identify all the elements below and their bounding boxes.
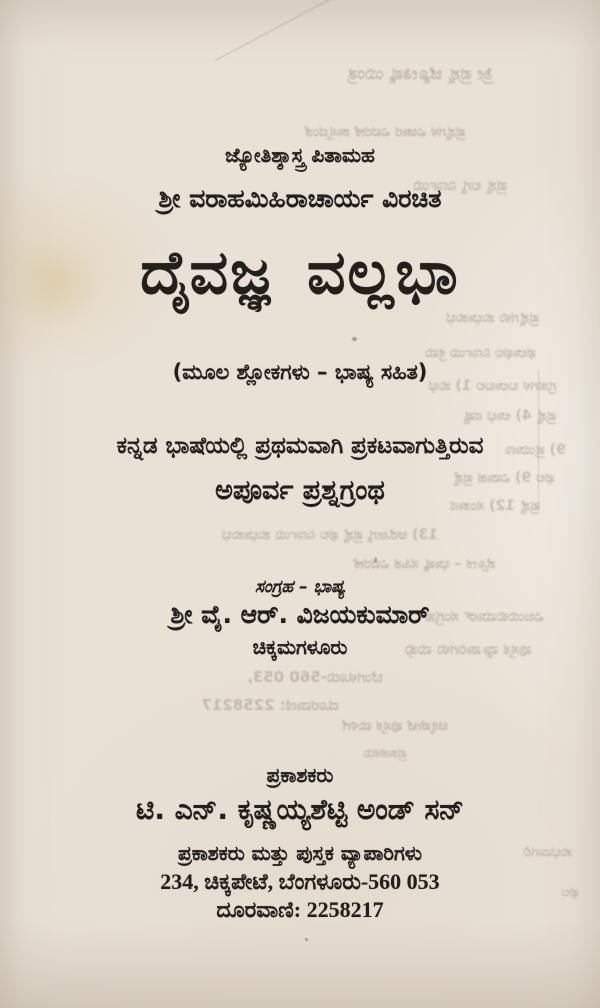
compiler-place: ಚಿಕ್ಕಮಗಳೂರು <box>252 635 348 659</box>
bleedthrough-text: ಫಲ 9) ವಿವಾಹ ಪ್ರಶ್ನೆ <box>452 470 555 486</box>
book-title: ದೈವಜ್ಞ ವಲ್ಲಭಾ <box>140 238 460 308</box>
epithet-line: ಜ್ಯೋತಿಶ್ಶಾಸ್ತ್ರ ಪಿತಾಮಹ <box>225 143 375 167</box>
bleedthrough-text: ಬೆಂಗಳೂರು-560 053, <box>247 668 383 686</box>
bleedthrough-text: ಪ್ರಶ್ನೆ 4) ಲಾಭ ನಷ್ಟ <box>463 408 557 424</box>
publisher-descriptor: ಪ್ರಕಾಶಕರು ಮತ್ತು ಪುಸ್ತಕ ವ್ಯಾಪಾರಿಗಳು <box>178 841 422 865</box>
compiler-role-label: ಸಂಗ್ರಹ – ಭಾಷ್ಯ <box>254 577 346 597</box>
publisher-heading: ಪ್ರಕಾಶಕರು <box>266 763 334 787</box>
bleedthrough-text: 9) ಪ್ರಯಾಣ <box>505 442 566 458</box>
original-author-line: ಶ್ರೀ ವರಾಹಮಿಹಿರಾಚಾರ್ಯ ವಿರಚಿತ <box>158 184 442 213</box>
publisher-name: ಟಿ. ಎನ್. ಕೃಷ್ಣಯ್ಯಶೆಟ್ಟಿ ಅಂಡ್ ಸನ್ <box>136 793 464 826</box>
bleedthrough-text: ಪ್ರಕಾಶಕರು <box>363 746 407 761</box>
bleedthrough-text: ಫಲ <box>561 885 579 900</box>
ink-speck <box>352 337 357 341</box>
bleedthrough-text: ಪುಸ್ತಕ ವ್ಯಾಪಾರಿಗಳು ಮತ್ತು <box>403 640 532 658</box>
publisher-phone: ದೂರವಾಣಿ: 2258217 <box>216 897 384 922</box>
bleedthrough-text: ಚಿಕ್ಕಪೇಟೆ ಪುಸ್ತಕ ಮಳಿಗೆ <box>342 718 448 734</box>
ink-speck <box>305 938 308 941</box>
book-subtitle: (ಮೂಲ ಶ್ಲೋಕಗಳು – ಭಾಷ್ಯ ಸಹಿತ) <box>172 360 428 384</box>
bleedthrough-text: ಶ್ರೀ ಪ್ರಶ್ನ ಜ್ಯೋತಿಷ್ಯ ಯಂತ್ರ <box>347 64 493 84</box>
bleedthrough-text: ಪ್ರಶ್ನೆ 12) ಸಂತಾನ <box>450 498 540 514</box>
bleedthrough-text: 13) ಆರೋಗ್ಯ ಪ್ರಶ್ನೆ ಫಲ ನಿರ್ಣಯ ಶುಭಾಶುಭ <box>222 527 438 543</box>
publisher-address: 234, ಚಿಕ್ಕಪೇಟೆ, ಬೆಂಗಳೂರು-560 053 <box>160 869 440 894</box>
paper-crease <box>215 0 330 61</box>
tagline-line2: ಅಪೂರ್ವ ಪ್ರಶ್ನಗ್ರಂಥ <box>215 475 385 506</box>
bleedthrough-text: ದೂರವಾಣಿ: 2258217 <box>201 696 339 714</box>
ink-speck <box>374 557 377 563</box>
bleedthrough-text: ಗ್ರಹಗಳ ಬಲಾಬಲ 1) ಶುಭ <box>428 378 557 394</box>
tagline-line1: ಕನ್ನಡ ಭಾಷೆಯಲ್ಲಿ ಪ್ರಥಮವಾಗಿ ಪ್ರಕಟವಾಗುತ್ತಿರುವ <box>116 433 484 459</box>
bleedthrough-text: ಪ್ರಶ್ನಗಳ ವಿಚಾರ ವಿವರಣೆ ಶಾಸ್ತ್ರದಂತೆ <box>304 124 466 140</box>
bleedthrough-text: ಶುಭವಾಗಲಿ <box>523 845 572 860</box>
bleedthrough-text: ಶ್ಲೋಕ – ಭಾಷ್ಯ ಸಹಿತ ವಿವರಣೆ <box>353 556 496 572</box>
compiler-name: ಶ್ರೀ ವೈ. ಆರ್. ವಿಜಯಕುಮಾರ್ <box>170 600 430 629</box>
bleedthrough-text: ಪ್ರಶ್ನ ಲಗ್ನ ನಿರ್ಣಯ <box>413 176 507 194</box>
bleedthrough-text: ಫಲಾಫಲ ನಿರ್ಣಯ ಕ್ರಮ <box>425 345 536 361</box>
bleedthrough-text: ವಿಜಯಕುಮಾರ್ ಸಂಗ್ರಹ <box>425 607 544 625</box>
bleedthrough-text: ಪ್ರಶ್ನೆಗಳು ಶುಭಾಶುಭ <box>446 310 539 326</box>
